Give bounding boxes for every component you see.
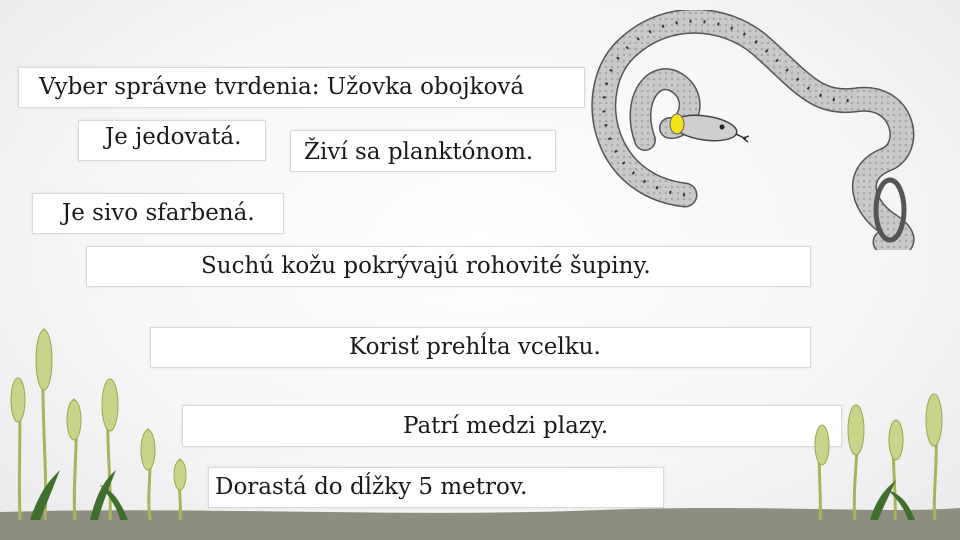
statement-label: Živí sa planktónom. xyxy=(304,138,534,165)
grass-plant-icon xyxy=(800,380,960,520)
statement-grey-colored[interactable] xyxy=(32,193,284,234)
question-title-box xyxy=(18,67,585,108)
statement-label: Dorastá do dĺžky 5 metrov. xyxy=(215,474,528,500)
statement-reptile[interactable] xyxy=(182,405,842,447)
statement-dry-skin-scales[interactable] xyxy=(86,246,811,287)
statement-label: Suchú kožu pokrývajú rohovité šupiny. xyxy=(201,253,651,279)
grass-plant-icon xyxy=(0,320,200,520)
question-title: Vyber správne tvrdenia: Užovka obojková xyxy=(39,74,525,100)
statement-label: Je sivo sfarbená. xyxy=(62,200,255,226)
statement-swallows-prey-whole[interactable] xyxy=(150,327,811,368)
statement-venomous[interactable] xyxy=(78,120,266,161)
statement-label: Je jedovatá. xyxy=(105,124,242,150)
grass-snake-icon xyxy=(585,10,925,250)
statement-label: Patrí medzi plazy. xyxy=(403,412,609,439)
statement-plankton[interactable] xyxy=(290,130,556,172)
statement-label: Korisť prehĺta vcelku. xyxy=(349,334,601,360)
